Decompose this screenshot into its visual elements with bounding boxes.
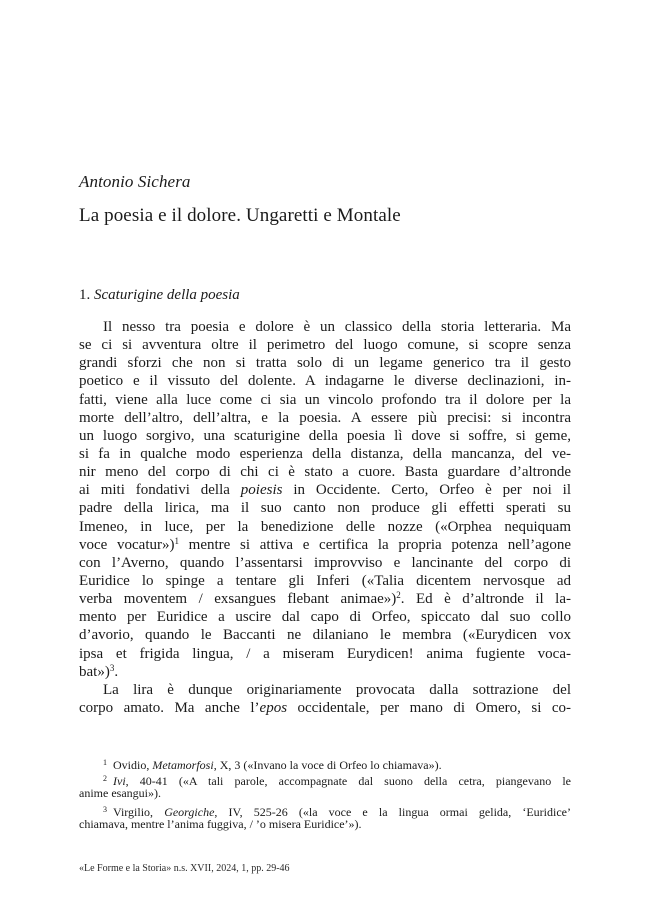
- author-name: Antonio Sichera: [79, 172, 191, 191]
- italic-term: poiesis: [240, 482, 283, 499]
- text-fragment: .: [114, 663, 119, 680]
- text-line: poetico e il vissuto del dolente. A indagarne le diverse declinazioni, in-: [79, 373, 571, 390]
- text-line: Imeneo, in luce, per la benedizione delle nozze («Orphea nequiquam: [79, 518, 571, 535]
- footnotes: [79, 755, 571, 833]
- text-fragment: voce vocatur»): [79, 536, 175, 553]
- text-line: con l’Averno, quando l’assentarsi improvviso e lancinante del corpo di: [79, 554, 571, 571]
- footnote-work-title: Ivi: [113, 773, 126, 788]
- footnote-work-title: Metamorfosi: [152, 758, 214, 772]
- text-line: mento per Euridice a uscire dal capo di Orfeo, spiccato dal suo collo: [79, 609, 571, 626]
- text-fragment: bat»): [79, 663, 110, 680]
- footnote-text: , X, 3 («Invano la voce di Orfeo lo chiamava»).: [213, 758, 442, 772]
- footnote-text: Ovidio,: [113, 758, 153, 772]
- text-fragment: ai miti fondativi della: [79, 482, 241, 499]
- text-line: nir meno del corpo di chi ci è stato a cuore. Basta guardare d’altronde: [79, 464, 571, 481]
- text-line: fatti, viene alla luce come ci sia un vincolo profondo tra il dolore per la: [79, 391, 571, 408]
- text-line: [79, 536, 571, 554]
- text-fragment: mentre si attiva e certifica la propria potenza nell’agone: [178, 536, 571, 553]
- footnote-ref[interactable]: 3: [109, 662, 115, 673]
- text-line: [79, 699, 571, 717]
- footnote: [79, 802, 571, 818]
- text-line: [79, 663, 571, 681]
- section-heading: [79, 287, 240, 304]
- section-title: Scaturigine della poesia: [94, 287, 240, 303]
- text-fragment: verba moventem / exsangues flebant animae»): [79, 591, 397, 608]
- footnote-continuation: chiamava, mentre l’anima fuggiva, / ’o misera Euridice’»).: [79, 817, 362, 831]
- body-text: [79, 318, 571, 717]
- footnote-work-title: Georgiche: [164, 804, 215, 819]
- italic-term: epos: [259, 699, 288, 716]
- text-line: [79, 590, 571, 608]
- footnote: [79, 771, 571, 787]
- text-fragment: occidentale, per mano di Omero, si co-: [287, 699, 571, 716]
- section-number: 1.: [79, 287, 91, 303]
- article-title: La poesia e il dolore. Ungaretti e Montale: [79, 205, 401, 226]
- footnote-number: 2: [103, 773, 107, 783]
- text-line: grandi sforzi che non si tratta solo di un legame generico tra il gesto: [79, 355, 571, 372]
- text-line: Euridice lo spinge a tentare gli Inferi («Talia dicentem nervosque ad: [79, 572, 571, 589]
- text-line: se ci si avventura oltre il perimetro del luogo comune, si scopre senza: [79, 337, 571, 354]
- footnote-text: , 40-41 («A tali parole, accompagnate dal suono della cetra, piangevano le: [125, 773, 571, 788]
- text-fragment: in Occidente. Certo, Orfeo è per noi il: [282, 482, 571, 499]
- text-line: si fa in qualche modo esperienza della distanza, della mancanza, del ve-: [79, 445, 571, 462]
- text-line: Il nesso tra poesia e dolore è un classico della storia letteraria. Ma: [103, 319, 571, 335]
- footnote-continuation: anime esangui»).: [79, 786, 161, 800]
- footnote-number: 1: [103, 758, 107, 767]
- text-line: d’avorio, quando le Baccanti ne dilaniano le membra («Eurydicen vox: [79, 627, 571, 644]
- text-line: morte dell’altro, dell’altra, e la poesia. A essere più precisi: si incontra: [79, 409, 571, 426]
- text-line: La lira è dunque originariamente provocata dalla sottrazione del: [103, 681, 571, 698]
- text-line: un luogo sorgivo, una scaturigine della poesia lì dove si soffre, si geme,: [79, 427, 571, 444]
- text-line: padre della lirica, ma il suo canto non produce gli effetti sperati su: [79, 500, 571, 517]
- text-line: ipsa et frigida lingua, / a miseram Eurydicen! anima fugiente voca-: [79, 645, 571, 662]
- text-line: [79, 481, 571, 499]
- text-fragment: . Ed è d’altronde il la-: [400, 591, 571, 608]
- footnote-text: Virgilio,: [113, 804, 165, 819]
- footnote-ref[interactable]: 2: [396, 590, 401, 601]
- footnote-number: 3: [103, 804, 107, 814]
- footnote-ref[interactable]: 1: [174, 535, 179, 546]
- footnote: [79, 755, 571, 771]
- text-fragment: corpo amato. Ma anche l’: [79, 699, 260, 716]
- footnote-text: , IV, 525-26 («la voce e la lingua ormai gelida, ‘Euridice’: [214, 804, 571, 819]
- journal-citation: «Le Forme e la Storia» n.s. XVII, 2024, 1, pp. 29-46: [79, 863, 290, 874]
